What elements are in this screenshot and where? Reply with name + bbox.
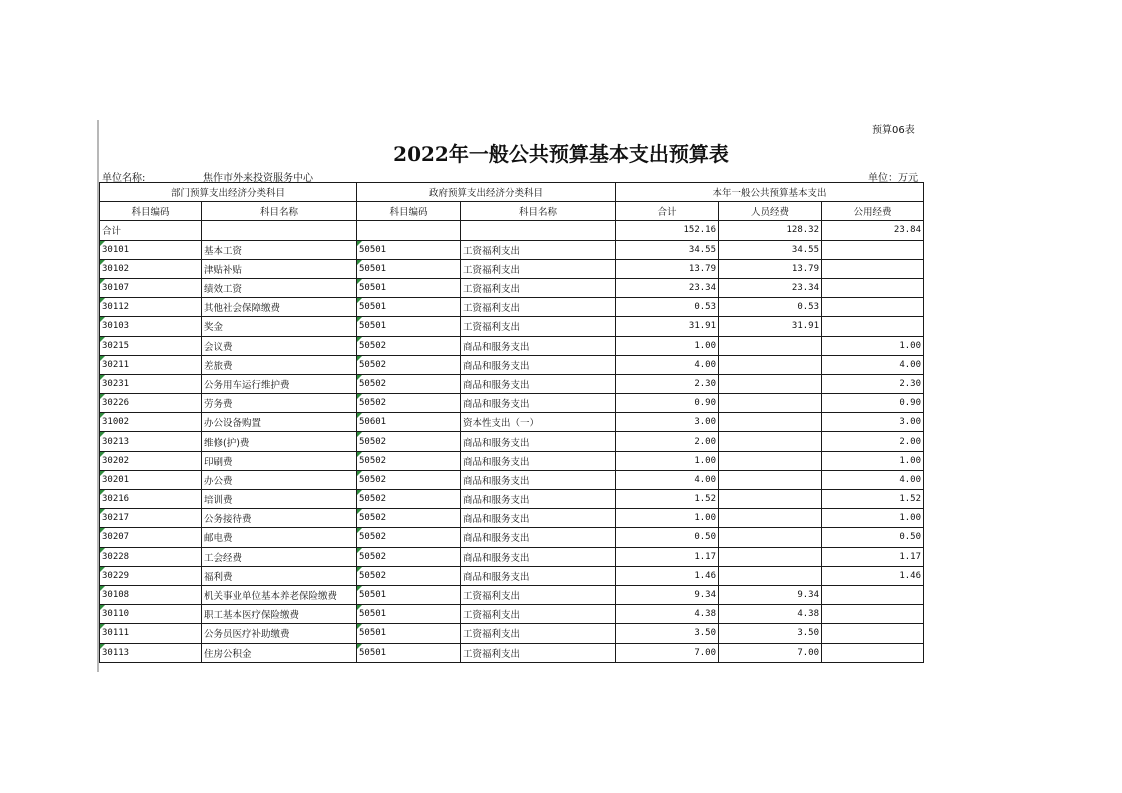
dept-code-cell: 30110 [100, 605, 202, 624]
personnel-cell [719, 451, 822, 470]
public-cell: 1.52 [822, 490, 924, 509]
dept-name-cell: 维修(护)费 [202, 432, 357, 451]
table-row [100, 413, 924, 432]
total-cell: 3.50 [616, 624, 719, 643]
total-cell: 1.17 [616, 547, 719, 566]
personnel-cell [719, 432, 822, 451]
gov-code-cell: 50501 [357, 624, 461, 643]
dept-name-cell: 奖金 [202, 317, 357, 336]
total-cell: 4.38 [616, 605, 719, 624]
total-empty-cell [461, 221, 616, 240]
col-header-dept-name: 科目名称 [202, 202, 357, 221]
public-cell [822, 240, 924, 259]
dept-code-cell: 30111 [100, 624, 202, 643]
page-title: 2022年一般公共预算基本支出预算表 [393, 142, 729, 166]
col-header-personnel: 人员经费 [719, 202, 822, 221]
money-unit-label: 单位：万元 [868, 173, 918, 184]
dept-name-cell: 培训费 [202, 490, 357, 509]
personnel-cell [719, 528, 822, 547]
gov-name-cell: 工资福利支出 [461, 585, 616, 604]
personnel-cell: 4.38 [719, 605, 822, 624]
dept-name-cell: 基本工资 [202, 240, 357, 259]
group-header-expenditure: 本年一般公共预算基本支出 [616, 183, 924, 202]
gov-name-cell: 商品和服务支出 [461, 394, 616, 413]
gov-name-cell: 商品和服务支出 [461, 509, 616, 528]
personnel-cell [719, 374, 822, 393]
total-public: 23.84 [822, 221, 924, 240]
gov-name-cell: 商品和服务支出 [461, 451, 616, 470]
table-row [100, 624, 924, 643]
total-cell: 0.50 [616, 528, 719, 547]
table-row [100, 317, 924, 336]
public-cell [822, 585, 924, 604]
total-cell: 0.53 [616, 298, 719, 317]
gov-code-cell: 50502 [357, 432, 461, 451]
gov-code-cell: 50502 [357, 355, 461, 374]
personnel-cell: 7.00 [719, 643, 822, 662]
gov-name-cell: 商品和服务支出 [461, 432, 616, 451]
table-row [100, 547, 924, 566]
table-row [100, 470, 924, 489]
dept-name-cell: 福利费 [202, 566, 357, 585]
dept-code-cell: 30103 [100, 317, 202, 336]
public-cell [822, 317, 924, 336]
public-cell: 1.00 [822, 509, 924, 528]
public-cell: 1.17 [822, 547, 924, 566]
gov-name-cell: 工资福利支出 [461, 278, 616, 297]
total-sum: 152.16 [616, 221, 719, 240]
dept-name-cell: 公务用车运行维护费 [202, 374, 357, 393]
dept-code-cell: 30207 [100, 528, 202, 547]
gov-code-cell: 50502 [357, 509, 461, 528]
total-cell: 2.00 [616, 432, 719, 451]
table-row [100, 566, 924, 585]
dept-code-cell: 30107 [100, 278, 202, 297]
table-row [100, 355, 924, 374]
gov-code-cell: 50501 [357, 317, 461, 336]
dept-name-cell: 办公设备购置 [202, 413, 357, 432]
gov-name-cell: 工资福利支出 [461, 240, 616, 259]
col-header-gov-name: 科目名称 [461, 202, 616, 221]
total-cell: 4.00 [616, 355, 719, 374]
gov-code-cell: 50501 [357, 605, 461, 624]
dept-code-cell: 30101 [100, 240, 202, 259]
personnel-cell [719, 470, 822, 489]
dept-name-cell: 办公费 [202, 470, 357, 489]
table-row [100, 240, 924, 259]
total-cell: 1.52 [616, 490, 719, 509]
public-cell: 2.00 [822, 432, 924, 451]
gov-code-cell: 50501 [357, 259, 461, 278]
unit-name-label: 单位名称: [102, 173, 146, 184]
dept-code-cell: 30213 [100, 432, 202, 451]
col-header-public: 公用经费 [822, 202, 924, 221]
personnel-cell: 0.53 [719, 298, 822, 317]
total-cell: 34.55 [616, 240, 719, 259]
gov-code-cell: 50501 [357, 643, 461, 662]
table-row [100, 509, 924, 528]
personnel-cell [719, 490, 822, 509]
dept-code-cell: 30201 [100, 470, 202, 489]
unit-name-value: 焦作市外来投资服务中心 [203, 173, 313, 184]
dept-code-cell: 30102 [100, 259, 202, 278]
personnel-cell: 9.34 [719, 585, 822, 604]
table-row [100, 451, 924, 470]
gov-code-cell: 50502 [357, 470, 461, 489]
budget-table [99, 182, 924, 663]
table-row [100, 374, 924, 393]
public-cell [822, 624, 924, 643]
total-cell: 2.30 [616, 374, 719, 393]
table-row [100, 336, 924, 355]
dept-name-cell: 印刷费 [202, 451, 357, 470]
personnel-cell [719, 394, 822, 413]
gov-code-cell: 50502 [357, 374, 461, 393]
gov-code-cell: 50502 [357, 490, 461, 509]
table-row [100, 643, 924, 662]
table-row [100, 394, 924, 413]
gov-name-cell: 商品和服务支出 [461, 374, 616, 393]
total-cell: 1.00 [616, 509, 719, 528]
total-cell: 7.00 [616, 643, 719, 662]
dept-name-cell: 机关事业单位基本养老保险缴费 [202, 585, 357, 604]
gov-name-cell: 商品和服务支出 [461, 547, 616, 566]
total-cell: 0.90 [616, 394, 719, 413]
col-header-total: 合计 [616, 202, 719, 221]
dept-code-cell: 30108 [100, 585, 202, 604]
dept-name-cell: 公务接待费 [202, 509, 357, 528]
total-personnel: 128.32 [719, 221, 822, 240]
gov-name-cell: 工资福利支出 [461, 259, 616, 278]
dept-name-cell: 公务员医疗补助缴费 [202, 624, 357, 643]
personnel-cell: 31.91 [719, 317, 822, 336]
total-cell: 23.34 [616, 278, 719, 297]
dept-code-cell: 30217 [100, 509, 202, 528]
dept-code-cell: 31002 [100, 413, 202, 432]
table-row [100, 605, 924, 624]
gov-name-cell: 资本性支出（一） [461, 413, 616, 432]
public-cell: 1.00 [822, 451, 924, 470]
gov-name-cell: 商品和服务支出 [461, 566, 616, 585]
public-cell: 0.50 [822, 528, 924, 547]
dept-name-cell: 邮电费 [202, 528, 357, 547]
gov-code-cell: 50501 [357, 585, 461, 604]
col-header-dept-code: 科目编码 [100, 202, 202, 221]
gov-code-cell: 50502 [357, 336, 461, 355]
gov-name-cell: 商品和服务支出 [461, 336, 616, 355]
personnel-cell [719, 509, 822, 528]
public-cell [822, 298, 924, 317]
table-row [100, 432, 924, 451]
total-cell: 3.00 [616, 413, 719, 432]
table-row [100, 259, 924, 278]
dept-code-cell: 30231 [100, 374, 202, 393]
public-cell: 0.90 [822, 394, 924, 413]
table-row [100, 298, 924, 317]
form-number: 预算06表 [872, 125, 915, 136]
public-cell: 1.00 [822, 336, 924, 355]
gov-name-cell: 工资福利支出 [461, 624, 616, 643]
personnel-cell [719, 566, 822, 585]
dept-code-cell: 30228 [100, 547, 202, 566]
gov-code-cell: 50502 [357, 528, 461, 547]
gov-name-cell: 工资福利支出 [461, 298, 616, 317]
gov-code-cell: 50501 [357, 240, 461, 259]
dept-name-cell: 住房公积金 [202, 643, 357, 662]
personnel-cell: 23.34 [719, 278, 822, 297]
public-cell [822, 605, 924, 624]
gov-code-cell: 50502 [357, 547, 461, 566]
gov-name-cell: 商品和服务支出 [461, 355, 616, 374]
public-cell [822, 259, 924, 278]
dept-name-cell: 差旅费 [202, 355, 357, 374]
personnel-cell: 34.55 [719, 240, 822, 259]
total-row [100, 221, 924, 240]
dept-code-cell: 30226 [100, 394, 202, 413]
total-cell: 31.91 [616, 317, 719, 336]
table-row [100, 490, 924, 509]
public-cell [822, 643, 924, 662]
dept-name-cell: 绩效工资 [202, 278, 357, 297]
gov-name-cell: 商品和服务支出 [461, 528, 616, 547]
personnel-cell [719, 547, 822, 566]
dept-code-cell: 30216 [100, 490, 202, 509]
gov-code-cell: 50501 [357, 298, 461, 317]
gov-name-cell: 工资福利支出 [461, 317, 616, 336]
gov-name-cell: 商品和服务支出 [461, 490, 616, 509]
gov-name-cell: 工资福利支出 [461, 605, 616, 624]
group-header-row [100, 183, 924, 202]
col-header-gov-code: 科目编码 [357, 202, 461, 221]
public-cell: 3.00 [822, 413, 924, 432]
column-header-row [100, 202, 924, 221]
dept-name-cell: 工会经费 [202, 547, 357, 566]
dept-code-cell: 30229 [100, 566, 202, 585]
gov-name-cell: 工资福利支出 [461, 643, 616, 662]
personnel-cell [719, 336, 822, 355]
group-header-gov: 政府预算支出经济分类科目 [357, 183, 616, 202]
gov-code-cell: 50502 [357, 566, 461, 585]
personnel-cell: 13.79 [719, 259, 822, 278]
gov-name-cell: 商品和服务支出 [461, 470, 616, 489]
gov-code-cell: 50501 [357, 278, 461, 297]
dept-name-cell: 其他社会保障缴费 [202, 298, 357, 317]
personnel-cell [719, 355, 822, 374]
public-cell: 2.30 [822, 374, 924, 393]
total-cell: 13.79 [616, 259, 719, 278]
dept-name-cell: 会议费 [202, 336, 357, 355]
table-row [100, 585, 924, 604]
dept-code-cell: 30211 [100, 355, 202, 374]
table-row [100, 528, 924, 547]
public-cell: 4.00 [822, 470, 924, 489]
dept-name-cell: 职工基本医疗保险缴费 [202, 605, 357, 624]
group-header-dept: 部门预算支出经济分类科目 [100, 183, 357, 202]
dept-code-cell: 30112 [100, 298, 202, 317]
public-cell: 1.46 [822, 566, 924, 585]
gov-code-cell: 50502 [357, 394, 461, 413]
total-cell: 4.00 [616, 470, 719, 489]
dept-code-cell: 30202 [100, 451, 202, 470]
gov-code-cell: 50502 [357, 451, 461, 470]
total-cell: 1.46 [616, 566, 719, 585]
dept-code-cell: 30113 [100, 643, 202, 662]
total-empty-cell [202, 221, 357, 240]
dept-code-cell: 30215 [100, 336, 202, 355]
total-cell: 9.34 [616, 585, 719, 604]
public-cell: 4.00 [822, 355, 924, 374]
total-cell: 1.00 [616, 336, 719, 355]
dept-name-cell: 劳务费 [202, 394, 357, 413]
total-cell: 1.00 [616, 451, 719, 470]
gov-code-cell: 50601 [357, 413, 461, 432]
total-label: 合计 [100, 221, 202, 240]
personnel-cell: 3.50 [719, 624, 822, 643]
personnel-cell [719, 413, 822, 432]
total-empty-cell [357, 221, 461, 240]
public-cell [822, 278, 924, 297]
table-row [100, 278, 924, 297]
dept-name-cell: 津贴补贴 [202, 259, 357, 278]
